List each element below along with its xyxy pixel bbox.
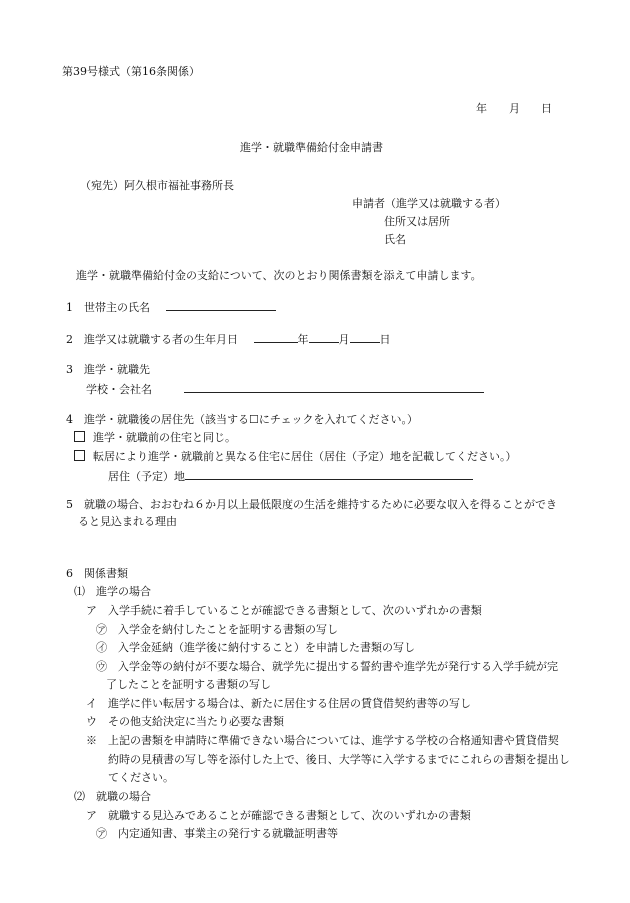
section-1-note-line3: てください。 xyxy=(108,771,174,784)
item-6-label: 6 関係書類 xyxy=(66,567,128,580)
section-1-a-2: ㋑ 入学金延納（進学後に納付すること）を申請した書類の写し xyxy=(96,641,415,654)
section-1-a-3-line2: 了したことを証明する書類の写し xyxy=(106,678,271,691)
document-title: 進学・就職準備給付金申請書 xyxy=(240,141,383,154)
moved-residence-checkbox[interactable] xyxy=(74,450,85,461)
section-1-b: イ 進学に伴い転居する場合は、新たに居住する住居の賃貸借契約書等の写し xyxy=(86,697,471,710)
birth-year-field[interactable] xyxy=(254,330,298,343)
residence-option-moved: 転居により進学・就職前と異なる住宅に居住（居住（予定）地を記載してください。） xyxy=(74,449,517,464)
form-number: 第39号様式（第16条関係） xyxy=(62,65,200,78)
item-5-line1: 5 就職の場合、おおむね６か月以上最低限度の生活を維持するために必要な収入を得ることができ xyxy=(66,498,557,511)
section-1-heading: ⑴ 進学の場合 xyxy=(74,585,151,598)
section-1-a-1: ㋐ 入学金を納付したことを証明する書類の写し xyxy=(96,623,338,636)
date-day-label: 日 xyxy=(541,102,552,115)
item-4-label: 4 進学・就職後の居住先（該当する☐にチェックを入れてください。） xyxy=(66,413,419,426)
section-1-a-3-line1: ㋒ 入学金等の納付が不要な場合、就学先に提出する誓約書や進学先が発行する入学手続が完 xyxy=(96,660,558,673)
section-1-note-line2: 約時の見積書の写し等を添付した上で、後日、大学等に入学するまでにこれらの書類を提出し xyxy=(108,753,570,766)
addressee: （宛先）阿久根市福祉事務所長 xyxy=(80,179,234,192)
item-2-label: 2 進学又は就職する者の生年月日 年 月 日 xyxy=(66,330,391,347)
same-residence-checkbox[interactable] xyxy=(74,431,85,442)
section-2-heading: ⑵ 就職の場合 xyxy=(74,790,151,803)
residence-field[interactable] xyxy=(185,467,473,480)
section-2-a-1: ㋐ 内定通知書、事業主の発行する就職証明書等 xyxy=(96,827,338,840)
birth-day-field[interactable] xyxy=(350,330,380,343)
school-company-field[interactable] xyxy=(184,380,484,393)
residence-row: 居住（予定）地 xyxy=(108,467,473,484)
residence-option-same: 進学・就職前の住宅と同じ。 xyxy=(74,430,236,445)
date-year-label: 年 xyxy=(476,102,487,115)
section-1-a: ア 入学手続に着手していることが確認できる書類として、次のいずれかの書類 xyxy=(86,604,482,617)
intro-text: 進学・就職準備給付金の支給について、次のとおり関係書類を添えて申請します。 xyxy=(76,269,482,282)
applicant-label: 申請者（進学又は就職する者） xyxy=(352,197,506,210)
school-company-row: 学校・会社名 xyxy=(86,380,484,397)
section-1-c: ウ その他支給決定に当たり必要な書類 xyxy=(86,715,284,728)
householder-name-field[interactable] xyxy=(166,298,276,311)
item-5-line2: ると見込まれる理由 xyxy=(78,515,177,528)
date-month-label: 月 xyxy=(509,102,520,115)
applicant-address-label: 住所又は居所 xyxy=(384,215,450,228)
section-2-a: ア 就職する見込みであることが確認できる書類として、次のいずれかの書類 xyxy=(86,809,471,822)
item-3-label: 3 進学・就職先 xyxy=(66,363,150,376)
section-1-note-line1: ※ 上記の書類を申請時に準備できない場合については、進学する学校の合格通知書や賃貸借契 xyxy=(86,734,559,747)
applicant-name-label: 氏名 xyxy=(384,233,406,246)
birth-month-field[interactable] xyxy=(309,330,339,343)
item-1-label: 1 世帯主の氏名 xyxy=(66,298,276,315)
